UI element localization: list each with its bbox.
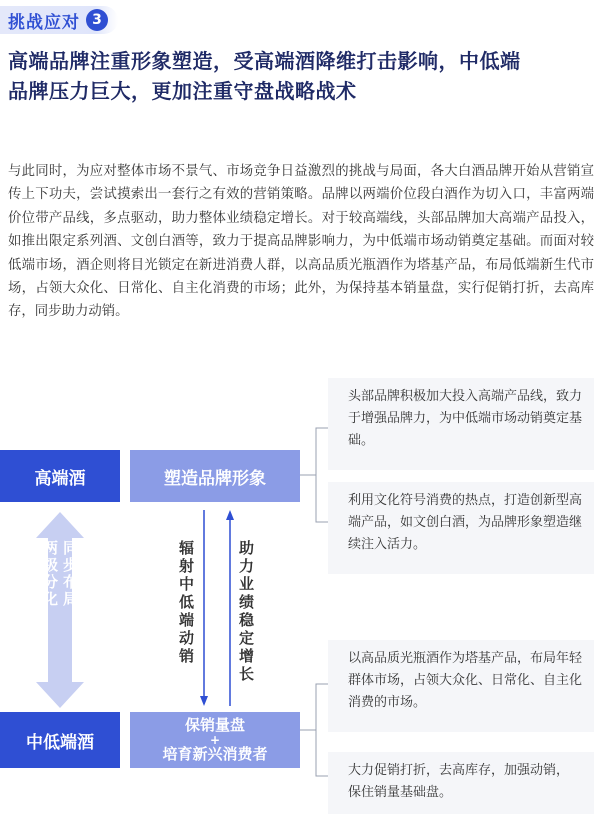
promo-box: [130, 712, 300, 768]
body-paragraph: 与此同时，为应对整体市场不景气、市场竞争日益激烈的挑战与局面，各大白酒品牌开始从营销宣传上下功夫，尝试摸索出一套行之有效的营销策略。品牌以两端价位段白酒作为切入口，丰富两端价位带产品线，多点驱动，助力整体业绩稳定增长。对于较高端线，头部品牌加大高端产品投入，如推出限定系列酒、文创白酒等，致力于提高品牌影响力，为中低端市场动销奠定基础。而面对较低端市场，酒企则将目光锁定在新进消费人群，以高品质光瓶酒作为塔基产品，布局低端新生代市场，占领大众化、日常化、自主化消费的市场；此外，为保持基本销量盘，实行促销打折，去高库存，同步助力动销。: [8, 164, 594, 320]
polarization-label-col1: 两级分化: [41, 540, 59, 608]
headline: [8, 46, 594, 106]
description-card-2: [328, 482, 594, 574]
description-card-1: [328, 378, 594, 470]
low-end-label: 中低端酒: [26, 732, 94, 753]
description-card-3: [328, 640, 594, 732]
section-tag-label: 挑战应对: [8, 12, 80, 33]
description-text-3: 以高品质光瓶酒作为塔基产品，布局年轻群体市场，占领大众化、日常化、自主化消费的市场。: [348, 651, 583, 710]
description-text-2: 利用文化符号消费的热点，打造创新型高端产品，如文创白酒，为品牌形象塑造继续注入活力。: [348, 493, 583, 552]
section-number-badge: 3: [86, 9, 108, 31]
polarization-label: [36, 540, 84, 690]
down-arrow-label: 辐射中低端动销: [177, 540, 195, 666]
headline-line-2: 品牌压力巨大，更加注重守盘战略战术: [8, 79, 357, 103]
promo-line-1: 保销量盘: [184, 716, 245, 734]
bottom-bracket: [300, 680, 330, 780]
description-text-1: 头部品牌积极加大投入高端产品线，致力于增强品牌力，为中低端市场动销奠定基础。: [348, 389, 583, 448]
up-arrow-icon: [226, 510, 234, 706]
brand-image-label: 塑造品牌形象: [164, 468, 266, 489]
low-end-box: [0, 712, 120, 768]
high-end-box: [0, 450, 120, 502]
high-end-label: 高端酒: [34, 468, 86, 489]
down-arrow-icon: [200, 510, 208, 706]
top-bracket: [300, 420, 330, 530]
description-text-4: 大力促销打折，去高库存，加强动销， 保住销量基础盘。: [348, 763, 570, 800]
up-arrow-label: 助力业绩稳定增长: [237, 540, 255, 684]
brand-image-box: [130, 450, 300, 502]
section-tag: [0, 6, 118, 34]
description-card-4: [328, 752, 594, 814]
headline-line-1: 高端品牌注重形象塑造，受高端酒降维打击影响，中低端: [8, 49, 521, 73]
promo-line-2: 培育新兴消费者: [162, 745, 268, 763]
polarization-label-col2: 同步布局: [61, 540, 79, 608]
promo-plus: +: [209, 733, 221, 747]
